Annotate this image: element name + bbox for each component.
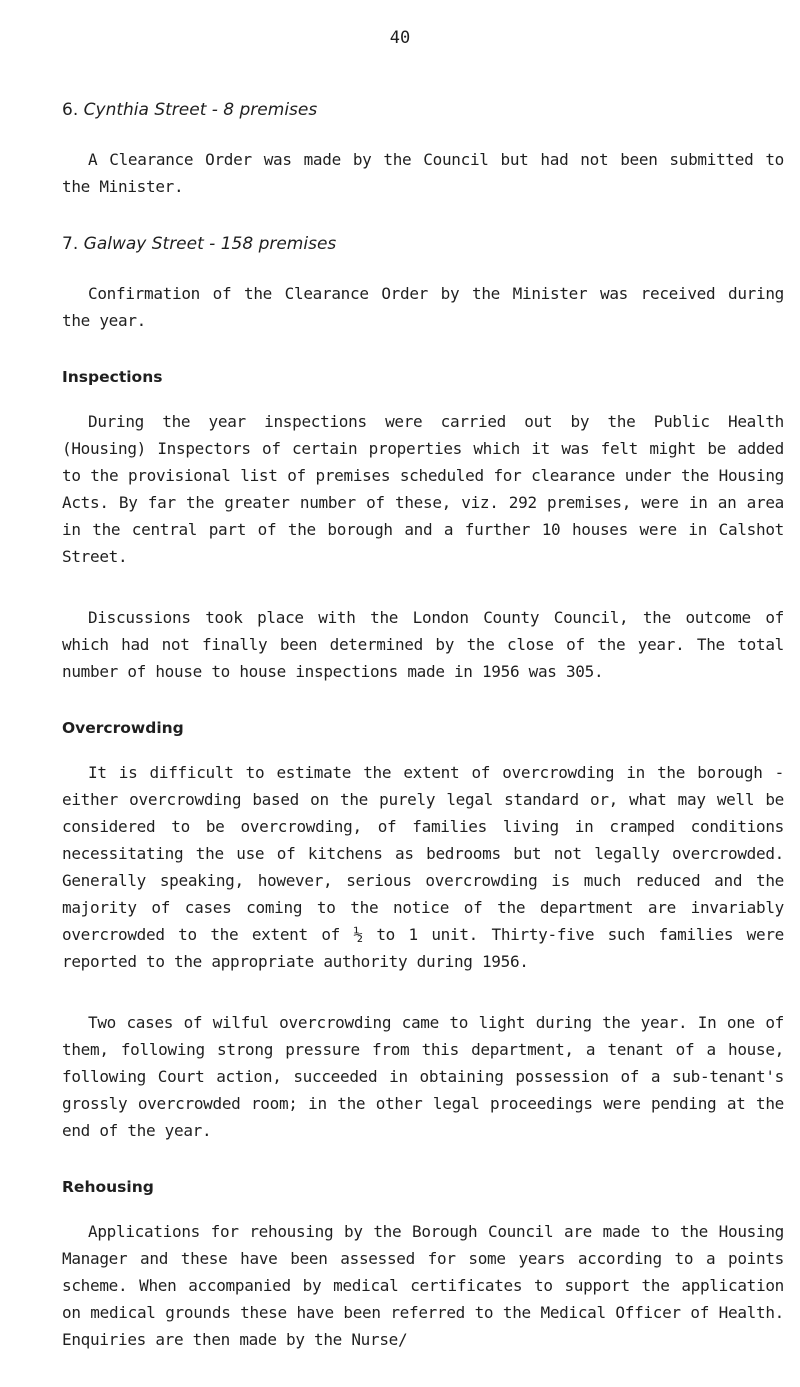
section-heading: Rehousing	[62, 1178, 154, 1196]
section-heading: Overcrowding	[62, 719, 184, 737]
item-number: 6.	[62, 100, 79, 120]
paragraph: Confirmation of the Clearance Order by the Minister was received during the year.	[62, 284, 784, 330]
section-rehousing	[62, 1178, 784, 1353]
paragraph: A Clearance Order was made by the Council but had not been submitted to the Minister.	[62, 150, 784, 196]
section-heading: Inspections	[62, 368, 163, 386]
item-title: Galway Street - 158 premises	[83, 234, 337, 254]
item-galway-street	[62, 234, 784, 334]
page-content	[62, 100, 784, 1387]
page-number: 40	[389, 28, 411, 48]
item-heading	[62, 234, 784, 254]
item-number: 7.	[62, 234, 79, 254]
item-title: Cynthia Street - 8 premises	[83, 100, 318, 120]
paragraph: Discussions took place with the London County Council, the outcome of which had not finally been determined by the close of the year. The total number of house to house inspections made in 1956 was 305.	[62, 608, 784, 681]
paragraph: Two cases of wilful overcrowding came to light during the year. In one of them, following strong pressure from this department, a tenant of a house, following Court action, succeeded in obtaining possession of a sub-tenant's grossly overcrowded room; in the other legal proceedings were pending at the end of the year.	[62, 1013, 784, 1140]
item-cynthia-street	[62, 100, 784, 200]
paragraph: Applications for rehousing by the Borough Council are made to the Housing Manager and these have been assessed for some years according to a points scheme. When accompanied by medical certificates to support the application on medical grounds these have been referred to the Medical Officer of Health. Enquiries are then made by the Nurse/	[62, 1222, 784, 1349]
paragraph: It is difficult to estimate the extent of overcrowding in the borough - either overcrowding based on the purely legal standard or, what may well be considered to be overcrowding, of families living in cramped conditions necessitating the use of kitchens as bedrooms but not legally overcrowded. Generally speaking, however, serious overcrowding is much reduced and the majority of cases coming to the notice of the department are invariably overcrowded to the extent of ½ to 1 unit. Thirty-five such families were reported to the appropriate authority during 1956.	[62, 763, 784, 971]
paragraph: During the year inspections were carried out by the Public Health (Housing) Inspectors of certain properties which it was felt might be added to the provisional list of premises scheduled for clearance under the Housing Acts. By far the greater number of these, viz. 292 premises, were in an area in the central part of the borough and a further 10 houses were in Calshot Street.	[62, 412, 784, 566]
section-overcrowding	[62, 719, 784, 1144]
item-heading	[62, 100, 784, 120]
section-inspections	[62, 368, 784, 685]
